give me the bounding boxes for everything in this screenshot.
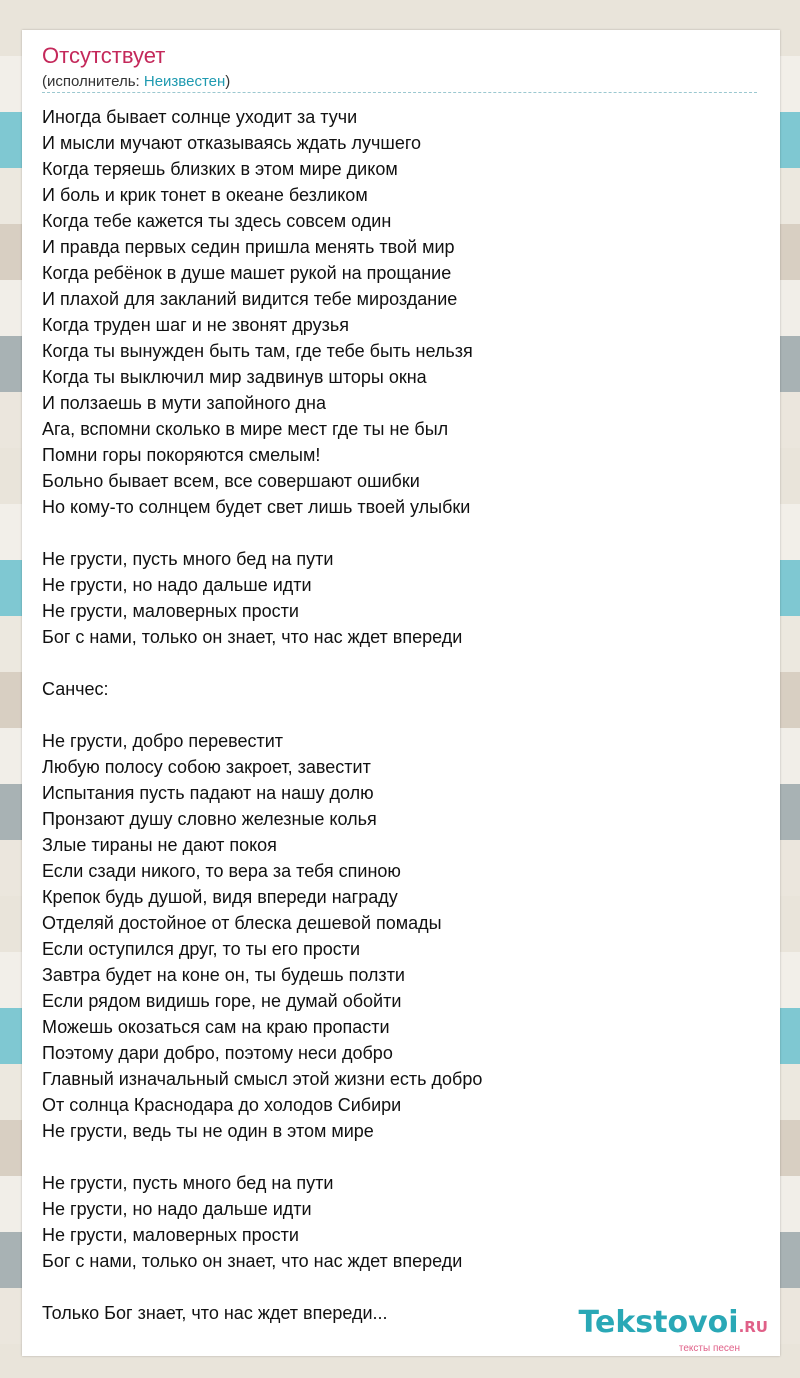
lyric-line: Когда ребёнок в душе машет рукой на прощание [42, 263, 452, 283]
lyric-line: Иногда бывает солнце уходит за тучи [42, 107, 358, 127]
artist-line [42, 72, 230, 92]
lyric-line: Когда ты выключил мир задвинув шторы окна [42, 367, 427, 387]
lyric-line: Не грусти, маловерных прости [42, 601, 299, 621]
lyric-line: Ага, вспомни сколько в мире мест где ты не был [42, 419, 449, 439]
lyric-line: Не грусти, но надо дальше идти [42, 575, 312, 595]
artist-link[interactable]: Неизвестен [143, 73, 226, 90]
lyric-line: Когда теряешь близких в этом мире диком [42, 159, 398, 179]
lyrics-sheet [22, 30, 780, 1356]
lyric-line: Не грусти, ведь ты не один в этом мире [42, 1121, 374, 1141]
logo-domain: .RU [738, 1318, 768, 1336]
lyric-line: Крепок будь душой, видя впереди награду [42, 887, 398, 907]
lyric-blank-line [42, 702, 757, 728]
lyric-line: Не грусти, маловерных прости [42, 1225, 299, 1245]
lyric-line: Если сзади никого, то вера за тебя спиною [42, 861, 401, 881]
lyric-blank-line [42, 650, 757, 676]
logo-name: Tekstovoi [578, 1305, 739, 1340]
lyric-line: Больно бывает всем, все совершают ошибки [42, 471, 420, 491]
lyric-line: Злые тираны не дают покоя [42, 835, 277, 855]
lyric-line: Помни горы покоряются смелым! [42, 445, 321, 465]
lyric-line: Но кому-то солнцем будет свет лишь твоей улыбки [42, 497, 471, 517]
lyric-line: Главный изначальный смысл этой жизни есть добро [42, 1069, 483, 1089]
lyric-line: Бог с нами, только он знает, что нас ждет впереди [42, 627, 463, 647]
lyric-line: Любую полосу собою закроет, завестит [42, 757, 371, 777]
lyric-line: Только Бог знает, что нас ждет впереди... [42, 1303, 388, 1323]
site-logo[interactable] [579, 1307, 768, 1354]
lyric-line: Не грусти, пусть много бед на пути [42, 1173, 334, 1193]
lyric-line: Если рядом видишь горе, не думай обойти [42, 991, 402, 1011]
lyric-blank-line [42, 1144, 757, 1170]
lyric-line: Не грусти, пусть много бед на пути [42, 549, 334, 569]
lyric-line: И боль и крик тонет в океане безликом [42, 185, 368, 205]
artist-prefix: (исполнитель: [42, 73, 144, 90]
lyric-line: Не грусти, добро перевестит [42, 731, 284, 751]
lyric-line: Если оступился друг, то ты его прости [42, 939, 361, 959]
lyric-blank-line [42, 520, 757, 546]
lyric-line: Не грусти, но надо дальше идти [42, 1199, 312, 1219]
lyric-line: Завтра будет на коне он, ты будешь ползти [42, 965, 405, 985]
lyric-blank-line [42, 1274, 757, 1300]
lyric-line: Пронзают душу словно железные колья [42, 809, 377, 829]
title-divider [42, 92, 757, 93]
lyric-line: И ползаешь в мути запойного дна [42, 393, 327, 413]
lyric-line: Когда ты вынужден быть там, где тебе быть нельзя [42, 341, 473, 361]
lyrics-body [42, 104, 757, 1326]
lyric-line: И правда первых седин пришла менять твой мир [42, 237, 455, 257]
logo-tagline: тексты песен [678, 1343, 740, 1354]
artist-suffix: ) [225, 73, 231, 90]
song-title: Отсутствует [42, 43, 166, 68]
lyric-line: Когда труден шаг и не звонят друзья [42, 315, 349, 335]
lyric-line: Испытания пусть падают на нашу долю [42, 783, 374, 803]
lyric-line: Бог с нами, только он знает, что нас ждет впереди [42, 1251, 463, 1271]
lyric-line: Поэтому дари добро, поэтому неси добро [42, 1043, 393, 1063]
lyric-line: Отделяй достойное от блеска дешевой помады [42, 913, 442, 933]
lyric-line: От солнца Краснодара до холодов Сибири [42, 1095, 402, 1115]
lyric-line: И мысли мучают отказываясь ждать лучшего [42, 133, 422, 153]
lyric-line: Можешь окозаться сам на краю пропасти [42, 1017, 390, 1037]
lyric-line: Санчес: [42, 679, 109, 699]
lyric-line: И плахой для закланий видится тебе мироздание [42, 289, 458, 309]
lyric-line: Когда тебе кажется ты здесь совсем один [42, 211, 392, 231]
